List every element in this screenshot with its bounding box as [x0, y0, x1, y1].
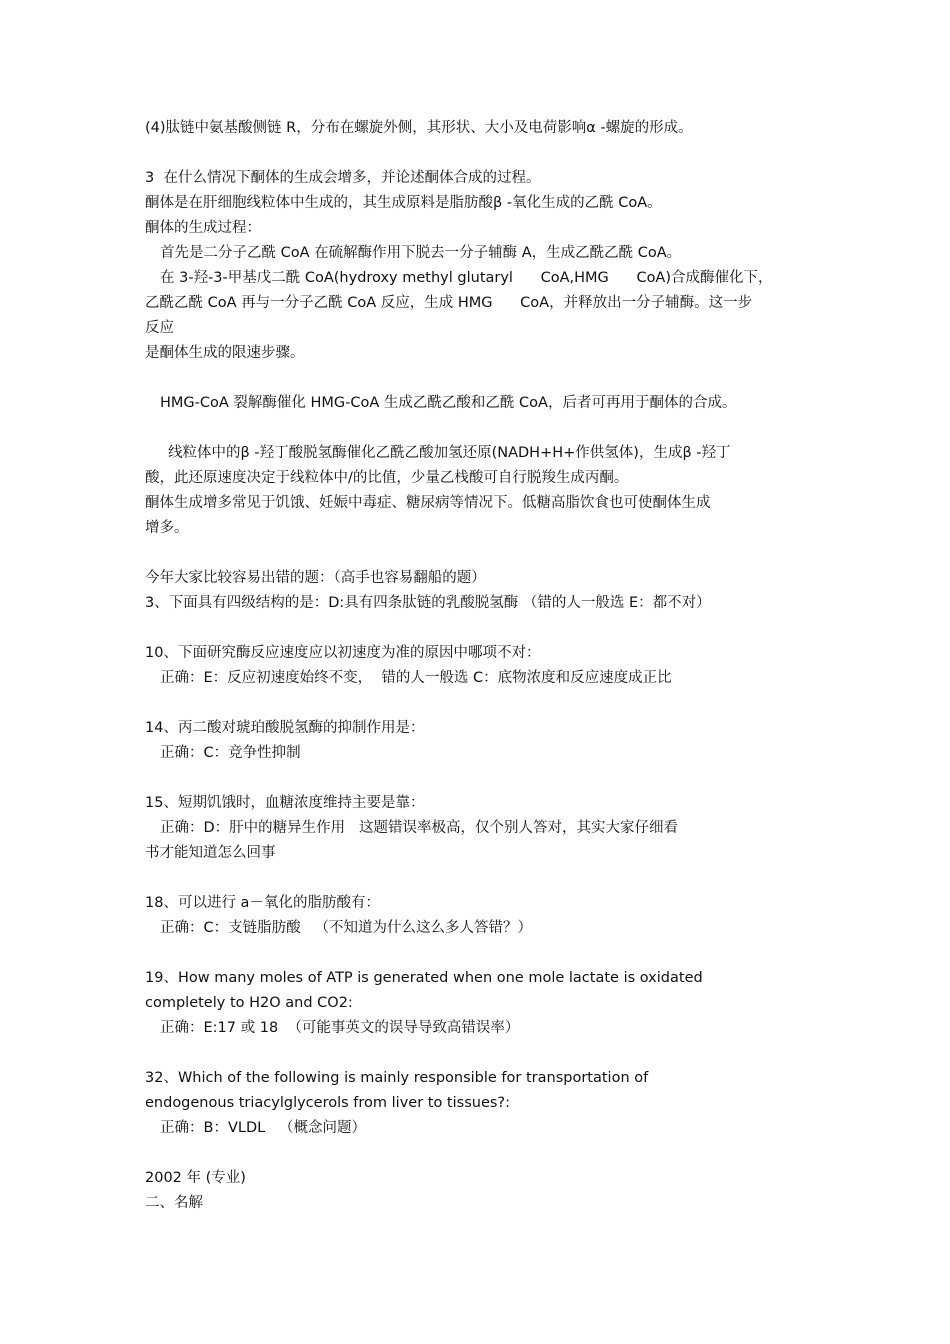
- text-line: (4)肽链中氨基酸侧链 R，分布在螺旋外侧，其形状、大小及电荷影响α -螺旋的形成。: [145, 120, 693, 136]
- section-heading: 2002 年 (专业): [145, 1170, 246, 1186]
- text-line: 增多。: [145, 520, 189, 536]
- text-line: 首先是二分子乙酰 CoA 在硫解酶作用下脱去一分子辅酶 A，生成乙酰乙酰 CoA。: [160, 245, 682, 261]
- answer-line: 正确：C：竞争性抑制: [160, 745, 301, 761]
- question-item: 14、丙二酸对琥珀酸脱氢酶的抑制作用是：: [145, 720, 425, 736]
- section-heading: 二、名解: [145, 1195, 203, 1211]
- text-line: 乙酰乙酰 CoA 再与一分子乙酰 CoA 反应，生成 HMG CoA，并释放出一分子辅酶。这一步: [145, 295, 753, 311]
- text-line: 反应: [145, 320, 174, 336]
- answer-line: 书才能知道怎么回事: [145, 845, 276, 861]
- answer-line: 正确：B：VLDL （概念问题）: [160, 1120, 367, 1136]
- text-line: 酸，此还原速度决定于线粒体中/的比值，少量乙栈酸可自行脱羧生成丙酮。: [145, 470, 629, 486]
- answer-line: 正确：C：支链脂肪酸 （不知道为什么这么多人答错？）: [160, 920, 532, 936]
- text-line: 酮体是在肝细胞线粒体中生成的，其生成原料是脂肪酸β -氧化生成的乙酰 CoA。: [145, 195, 662, 211]
- text-line: 是酮体生成的限速步骤。: [145, 345, 305, 361]
- question-item: endogenous triacylglycerols from liver to tissues?:: [145, 1095, 510, 1111]
- question-item: completely to H2O and CO2:: [145, 995, 353, 1011]
- answer-line: 正确：E:17 或 18 （可能事英文的误导导致高错误率）: [160, 1020, 520, 1036]
- text-line: 在 3-羟-3-甲基戊二酰 CoA(hydroxy methyl glutaryl CoA,HMG CoA)合成酶催化下，: [160, 270, 773, 286]
- text-line: HMG-CoA 裂解酶催化 HMG-CoA 生成乙酰乙酸和乙酰 CoA，后者可再用于酮体的合成。: [160, 395, 737, 411]
- question-item: 3、下面具有四级结构的是：D:具有四条肽链的乳酸脱氢酶 （错的人一般选 E：都不对）: [145, 595, 711, 611]
- answer-line: 正确：D：肝中的糖异生作用 这题错误率极高，仅个别人答对，其实大家仔细看: [160, 820, 678, 836]
- text-line: 线粒体中的β -羟丁酸脱氢酶催化乙酰乙酸加氢还原(NADH+H+作供氢体)，生成β -羟丁: [168, 445, 731, 461]
- question-item: 32、Which of the following is mainly responsible for transportation of: [145, 1070, 649, 1086]
- question-item: 18、可以进行 a－氧化的脂肪酸有：: [145, 895, 380, 911]
- question-item: 15、短期饥饿时，血糖浓度维持主要是靠：: [145, 795, 425, 811]
- section-heading: 今年大家比较容易出错的题：（高手也容易翻船的题）: [145, 570, 486, 586]
- question-item: 19、How many moles of ATP is generated when one mole lactate is oxidated: [145, 970, 703, 986]
- answer-line: 正确：E：反应初速度始终不变， 错的人一般选 C：底物浓度和反应速度成正比: [160, 670, 672, 686]
- question-heading: 3 在什么情况下酮体的生成会增多，并论述酮体合成的过程。: [145, 170, 541, 186]
- question-item: 10、下面研究酶反应速度应以初速度为准的原因中哪项不对：: [145, 645, 541, 661]
- text-line: 酮体生成增多常见于饥饿、妊娠中毒症、糖尿病等情况下。低糖高脂饮食也可使酮体生成: [145, 495, 711, 511]
- text-line: 酮体的生成过程：: [145, 220, 261, 236]
